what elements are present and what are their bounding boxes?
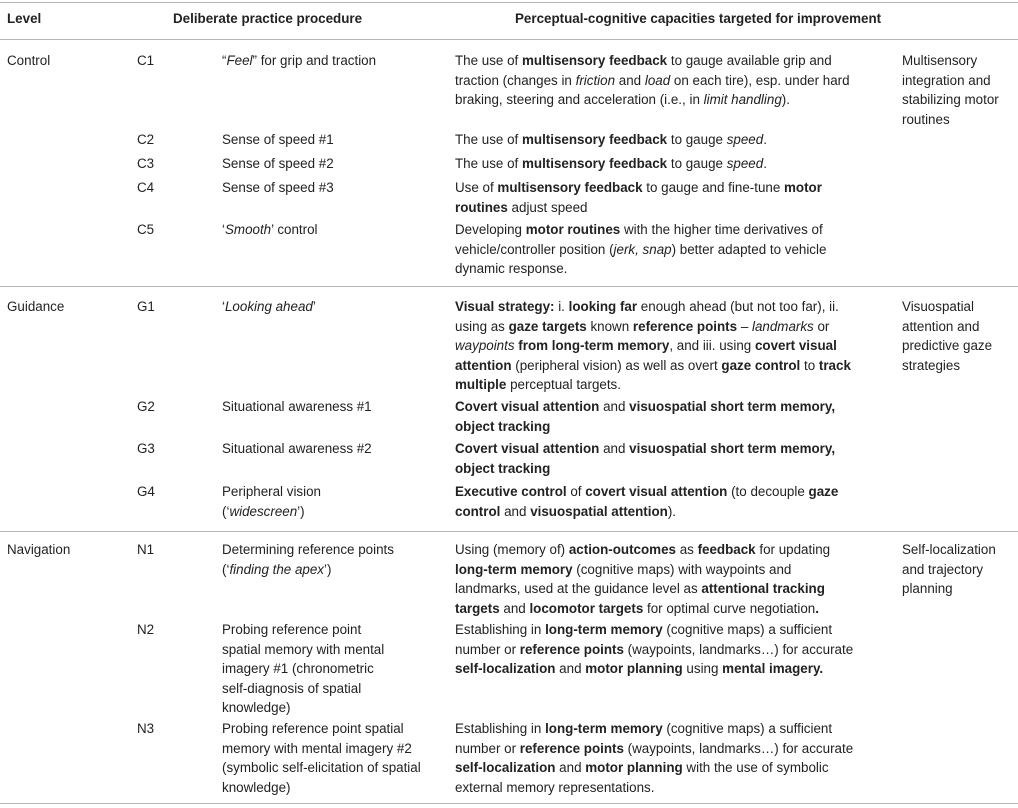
row-procedure xyxy=(222,482,372,521)
text-run: ). xyxy=(781,92,790,107)
text-run: Sense of speed #1 xyxy=(222,132,334,147)
bold-text: self-localization xyxy=(455,661,556,676)
text-run: , and iii. using xyxy=(669,338,755,353)
bold-text: Executive control xyxy=(455,484,567,499)
text-run: The use of xyxy=(455,156,522,171)
row-code: C2 xyxy=(137,132,155,147)
text-run: Probing reference point spatial memory with mental imagery #1 (chronometric self-diagnosis of spatial knowledge) xyxy=(222,622,385,715)
row-procedure xyxy=(222,397,428,417)
row-procedure xyxy=(222,51,428,71)
row-description xyxy=(455,220,857,279)
text-run: for optimal curve negotiation xyxy=(643,600,816,616)
rule-header xyxy=(0,39,1018,40)
text-run: (peripheral vision) as well as overt xyxy=(511,357,722,373)
text-run: ’ control xyxy=(271,222,318,237)
text-run: Using (memory of) xyxy=(455,542,569,557)
bold-text: attentional tracking targets xyxy=(455,581,825,616)
level-guidance: Guidance xyxy=(7,299,65,314)
bold-text: action-outcomes xyxy=(568,542,676,557)
row-description xyxy=(455,439,857,478)
row-code: G1 xyxy=(137,299,155,314)
italic-text: jerk, snap xyxy=(613,241,672,257)
text-run: Developing xyxy=(455,222,526,237)
bold-text: feedback xyxy=(697,542,756,557)
row-procedure xyxy=(222,620,402,718)
text-run: or xyxy=(813,318,830,334)
level-navigation: Navigation xyxy=(7,542,71,557)
bold-text: multisensory feedback xyxy=(522,53,668,68)
bold-text: reference points xyxy=(519,740,624,756)
text-run: and xyxy=(599,441,630,456)
text-run: ’) xyxy=(297,503,305,519)
bold-text: looking far xyxy=(568,299,638,314)
row-code: G4 xyxy=(137,484,155,499)
italic-text: speed xyxy=(726,132,764,147)
rule-bottom xyxy=(0,803,1018,804)
text-run: on each tire), esp. under hard braking, steering and acceleration (i.e., in xyxy=(455,72,850,107)
text-run: (to decouple xyxy=(727,484,809,499)
capacity-summary-guidance: Visuospatial attention and predictive gaze strategies xyxy=(902,299,993,373)
text-run: (cognitive maps) with waypoints and landmarks, used at the guidance level as xyxy=(455,561,792,596)
text-run: known xyxy=(586,318,633,334)
level-control: Control xyxy=(7,53,51,68)
text-run: to gauge and fine-tune xyxy=(642,180,785,195)
text-run: and xyxy=(615,72,645,88)
text-run: (cognitive maps) a sufficient number or xyxy=(455,622,833,657)
capacity-summary-navigation: Self-localization and trajectory planning xyxy=(902,542,996,596)
text-run: with the use of symbolic external memory representations. xyxy=(455,760,829,795)
row-code: G2 xyxy=(137,399,155,414)
text-run: Situational awareness #2 xyxy=(222,441,372,456)
row-code: N3 xyxy=(137,721,155,736)
bold-text: track multiple xyxy=(455,357,851,392)
bold-text: from long-term memory xyxy=(518,338,670,353)
row-code: G3 xyxy=(137,441,155,456)
text-run: and xyxy=(499,600,530,616)
row-code: N1 xyxy=(137,542,155,557)
bold-text: visuospatial short term memory, object tracking xyxy=(455,441,836,476)
text-run: Peripheral vision (‘ xyxy=(222,484,321,519)
bold-text: locomotor targets xyxy=(529,600,644,616)
bold-text: gaze control xyxy=(455,484,839,519)
text-run: The use of xyxy=(455,132,522,147)
text-run: Probing reference point spatial memory with mental imagery #2 (symbolic self-elicitation of spatial knowledge) xyxy=(222,721,421,795)
row-procedure xyxy=(222,439,428,459)
bold-text: visuospatial short term memory, object tracking xyxy=(455,399,836,434)
row-procedure xyxy=(222,540,402,579)
text-run: adjust speed xyxy=(507,199,588,215)
bold-text: multisensory feedback xyxy=(497,180,643,195)
text-run: ’ xyxy=(312,299,316,314)
italic-text: speed xyxy=(726,156,764,171)
row-code: C5 xyxy=(137,222,155,237)
text-run: . xyxy=(763,156,767,171)
row-code: N2 xyxy=(137,622,155,637)
bold-text: multisensory feedback xyxy=(522,132,668,147)
text-run: – xyxy=(737,318,752,334)
text-run: to gauge xyxy=(667,132,727,147)
header-procedure: Deliberate practice procedure xyxy=(173,11,363,26)
row-description xyxy=(455,130,857,150)
bold-text: reference points xyxy=(519,641,624,657)
text-run: to xyxy=(800,357,819,373)
capacity-summary-control: Multisensory integration and stabilizing motor routines xyxy=(902,53,999,127)
text-run: Determining reference points (‘ xyxy=(222,542,394,577)
bold-text: reference points xyxy=(632,318,738,334)
bold-text: multisensory feedback xyxy=(522,156,668,171)
text-run: perceptual targets. xyxy=(506,377,621,392)
bold-text: Covert visual attention xyxy=(455,441,600,456)
bold-text: Covert visual attention xyxy=(455,399,600,414)
text-run: ‘ xyxy=(222,222,225,237)
text-run: to gauge xyxy=(667,156,727,171)
text-run: The use of xyxy=(455,53,522,68)
italic-text: landmarks xyxy=(751,318,814,334)
bold-text: motor routines xyxy=(525,222,621,237)
bold-text: Visual strategy: xyxy=(455,299,555,314)
bold-text: gaze targets xyxy=(508,318,587,334)
text-run: of xyxy=(566,484,586,499)
italic-text: Looking ahead xyxy=(224,299,313,314)
text-run: ). xyxy=(667,503,677,519)
row-code: C3 xyxy=(137,156,155,171)
bold-text: long-term memory xyxy=(455,561,573,577)
text-run: Situational awareness #1 xyxy=(222,399,372,414)
text-run: Sense of speed #2 xyxy=(222,156,334,171)
bold-text: visuospatial attention xyxy=(530,503,668,519)
bold-text: mental imagery. xyxy=(722,661,824,676)
text-run: for updating xyxy=(755,542,831,557)
bold-text: gaze control xyxy=(721,357,801,373)
bold-text: long-term memory xyxy=(545,721,663,736)
bold-text: . xyxy=(815,600,819,616)
text-run: Establishing in xyxy=(455,721,546,736)
row-procedure xyxy=(222,220,428,240)
text-run: and xyxy=(555,760,586,775)
bold-text: motor routines xyxy=(455,180,822,215)
text-run: ’) xyxy=(324,561,332,577)
header-level: Level xyxy=(7,11,42,26)
bold-text: covert visual attention xyxy=(585,484,728,499)
bold-text: motor planning xyxy=(585,661,683,676)
bold-text: motor planning xyxy=(585,760,683,775)
row-procedure xyxy=(222,130,428,150)
row-description xyxy=(455,297,857,395)
text-run: with the higher time derivatives of vehicle/controller position ( xyxy=(455,222,823,257)
italic-text: load xyxy=(644,72,671,88)
text-run: to gauge available grip and traction (changes in xyxy=(455,53,832,88)
rule-top xyxy=(0,2,1018,3)
italic-text: waypoints xyxy=(455,338,515,353)
bold-text: long-term memory xyxy=(545,622,663,637)
row-description xyxy=(455,397,857,436)
italic-text: Smooth xyxy=(224,222,272,237)
row-description xyxy=(455,482,857,521)
text-run: and xyxy=(599,399,630,414)
text-run: ” for grip and traction xyxy=(252,53,377,68)
row-code: C1 xyxy=(137,53,155,68)
row-description xyxy=(455,154,857,174)
row-code: C4 xyxy=(137,180,155,195)
row-procedure xyxy=(222,154,428,174)
text-run: (waypoints, landmarks…) for accurate xyxy=(623,641,854,657)
text-run: (waypoints, landmarks…) for accurate xyxy=(623,740,854,756)
bold-text: self-localization xyxy=(455,760,556,775)
row-description xyxy=(455,540,857,618)
rule-control-end xyxy=(0,286,1018,287)
text-run: Establishing in xyxy=(455,622,546,637)
italic-text: limit handling xyxy=(703,92,782,107)
text-run: and xyxy=(555,661,586,676)
text-run: ‘ xyxy=(222,299,225,314)
header-capacities: Perceptual-cognitive capacities targeted for improvement xyxy=(515,11,882,26)
bold-text: covert visual attention xyxy=(455,338,837,373)
text-run: (cognitive maps) a sufficient number or xyxy=(455,721,833,756)
text-run: using xyxy=(682,661,723,676)
text-run: and xyxy=(500,503,531,519)
row-procedure xyxy=(222,297,428,317)
italic-text: finding the apex xyxy=(229,561,324,577)
text-run: as xyxy=(675,542,698,557)
row-procedure xyxy=(222,719,422,797)
row-description xyxy=(455,51,857,110)
text-run: enough ahead (but not too far), ii. using as xyxy=(455,299,839,334)
italic-text: friction xyxy=(575,72,616,88)
text-run: i. xyxy=(554,299,569,314)
row-description xyxy=(455,178,857,217)
text-run: Use of xyxy=(455,180,498,195)
text-run: “ xyxy=(222,53,227,68)
text-run: ) better adapted to vehicle dynamic response. xyxy=(455,241,827,276)
row-description xyxy=(455,719,857,797)
row-description xyxy=(455,620,857,679)
italic-text: Feel xyxy=(226,53,253,68)
row-procedure xyxy=(222,178,428,198)
text-run: . xyxy=(763,132,767,147)
rule-guidance-end xyxy=(0,531,1018,532)
text-run: Sense of speed #3 xyxy=(222,180,334,195)
italic-text: widescreen xyxy=(229,503,298,519)
